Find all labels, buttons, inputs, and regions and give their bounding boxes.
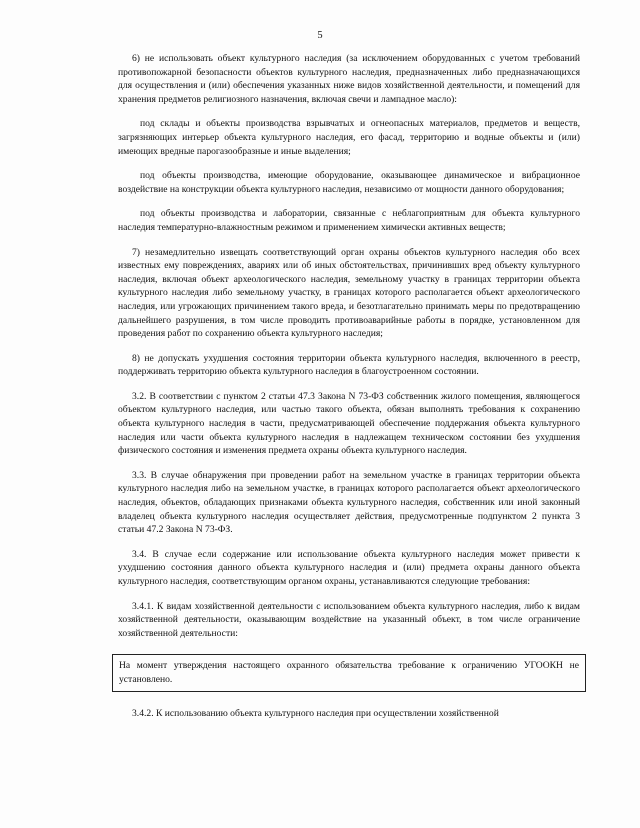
paragraph-production-dynamic: под объекты производства, имеющие оборудование, оказывающее динамическое и вибрационное воздействие на конструкции объекта культурного наследия, независимо от мощности данного оборудования; bbox=[118, 170, 580, 195]
paragraph-3-4: 3.4. В случае если содержание или использование объекта культурного наследия может привести к ухудшению состояния данного объекта культурного наследия и (или) предмета охраны данного объекта культурного наследия, соответствующим органом охраны, устанавливаются следующие требования: bbox=[118, 548, 580, 587]
page-number: 5 bbox=[317, 30, 323, 41]
paragraph-item-8: 8) не допускать ухудшения состояния территории объекта культурного наследия, включенного в реестр, поддерживать территорию объекта культурного наследия в благоустроенном состоянии. bbox=[118, 352, 580, 378]
paragraph-3-4-2: 3.4.2. К использованию объекта культурного наследия при осуществлении хозяйственной bbox=[132, 707, 499, 719]
document-body bbox=[118, 52, 580, 731]
paragraph-3-4-1: 3.4.1. К видам хозяйственной деятельности с использованием объекта культурного наследия, либо к видам хозяйственной деятельности, оказывающим воздействие на указанный объект, в том числе ограничение хозяйственной деятельности: bbox=[118, 600, 580, 639]
paragraph-production-labs: под объекты производства и лаборатории, связанные с неблагоприятным для объекта культурного наследия температурно-влажностным режимом и применением химически активных веществ; bbox=[118, 208, 580, 233]
notice-box: На момент утверждения настоящего охранного обязательства требование к ограничению УГООКН не установлено. bbox=[112, 654, 586, 691]
paragraph-item-7: 7) незамедлительно извещать соответствующий орган охраны объектов культурного наследия обо всех известных ему повреждениях, авариях или об иных обстоятельствах, причинивших вред объекту культурного наследия, включая объект археологического наследия, земельному участку в границах территории объекта культурного наследия либо земельному участку, в границах которого располагается объект археологического наследия, или угрожающих причинением такого вреда, и безотлагательно принимать меры по предотвращению дальнейшего разрушения, в том числе проводить противоаварийные работы в порядке, установленном для проведения работ по сохранению объекта культурного наследия; bbox=[118, 246, 580, 340]
paragraph-3-2: 3.2. В соответствии с пунктом 2 статьи 47.3 Закона N 73-ФЗ собственник жилого помещения, являющегося объектом культурного наследия, или частью такого объекта, обязан выполнять требования к сохранению объекта культурного наследия в части, предусматривающей обеспечение поддержания объекта культурного наследия или части объекта культурного наследия в надлежащем техническом состоянии без ухудшения физического состояния и изменения предмета охраны объекта культурного наследия. bbox=[118, 390, 580, 457]
paragraph-item-6: 6) не использовать объект культурного наследия (за исключением оборудованных с учетом требований противопожарной безопасности объектов культурного наследия, предназначенных либо предназначающихся для осуществления и (или) обеспечения указанных ниже видов хозяйственной деятельности, и помещений для хранения предметов религиозного назначения, включая свечи и лампадное масло): bbox=[118, 53, 580, 105]
paragraph-warehouses: под склады и объекты производства взрывчатых и огнеопасных материалов, предметов и веществ, загрязняющих интерьер объекта культурного наследия, его фасад, территорию и водные объекты и (или) имеющих вредные парогазообразные и иные выделения; bbox=[118, 118, 580, 157]
paragraph-3-3: 3.3. В случае обнаружения при проведении работ на земельном участке в границах территории объекта культурного наследия либо на земельном участке, в границах которого располагается объект археологического наследия, объектов, обладающих признаками объекта культурного наследия, собственник или иной законный владелец объекта культурного наследия осуществляет действия, предусмотренные подпунктом 2 пункта 3 статьи 47.2 Закона N 73-ФЗ. bbox=[118, 469, 580, 536]
